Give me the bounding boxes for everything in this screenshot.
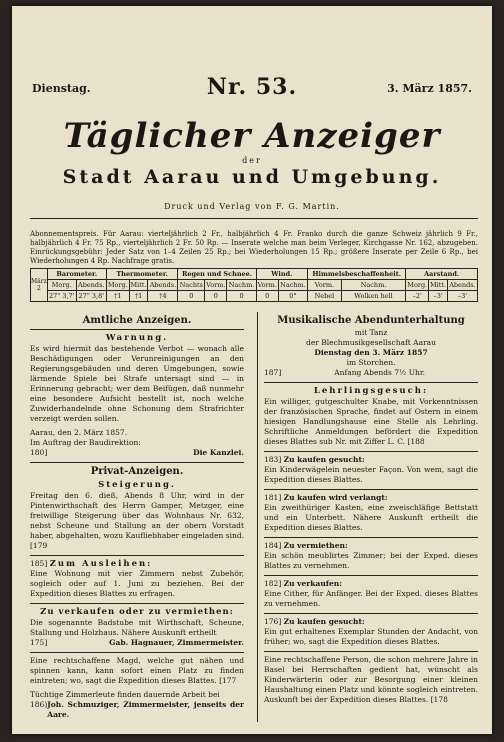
ad-number: [178 xyxy=(430,695,448,704)
verk-ad xyxy=(264,579,478,609)
newspaper-page xyxy=(12,6,492,734)
vermiethen-text: Die sogenannte Badstube mit Wirthschaft, Scheune, Stallung und Holzhaus. Nähere Auskunft ertheilt xyxy=(30,618,244,637)
weather-subheader: Vorm. xyxy=(308,280,342,291)
weather-date: März 2 xyxy=(31,269,48,302)
weather-value: Wolken hell xyxy=(341,291,406,302)
weather-subheader: Nachts xyxy=(179,281,203,289)
ausleihen-ad xyxy=(30,559,244,599)
verm2-title: Zu vermiethen: xyxy=(283,541,348,550)
weather-table xyxy=(30,268,478,302)
steigerung-text xyxy=(30,491,244,551)
weather-header: Barometer. xyxy=(47,269,106,280)
music-place: im Storchen. xyxy=(346,358,396,367)
ad-number: [179 xyxy=(30,541,48,550)
weather-header: Wind. xyxy=(256,269,307,280)
ad-number: 180] xyxy=(30,448,48,457)
divider xyxy=(30,652,244,653)
divider xyxy=(30,555,244,556)
weather-subheader: Nachm. xyxy=(228,281,255,289)
warnung-authority: Im Auftrag der Baudirektion: xyxy=(30,438,141,447)
ad-number: 175] xyxy=(30,638,48,647)
ad-number: 182] xyxy=(264,579,282,588)
weather-value: †1 xyxy=(129,291,148,302)
weather-subheader: Vorm. xyxy=(257,281,277,289)
weather-header: Aarstand. xyxy=(406,269,478,280)
weather-subheader: Mitt. xyxy=(130,281,147,289)
warnung-text: Es wird hiermit das bestehende Verbot — wonach alle Beschädigungen oder Verunreinigungen an den Regierungsgebäuden und deren Umgebungen, sowie lärmende Spiele bei Strafe untersagt sind — in Erinnerung gebracht; wer dem Beifügen, daß nunmehr eine besondere Aufsicht bestellt ist, noch welche Zuwiderhandelnde ohne Schonung dem Strafrichter verzeigt werden sollen. xyxy=(30,344,244,423)
vermiethen-signature: Gab. Hagnauer, Zimmermeister. xyxy=(109,638,244,647)
weather-header: Thermometer. xyxy=(106,269,178,280)
ad-number: 184] xyxy=(264,541,282,550)
ad-number: 185] xyxy=(30,559,48,568)
column-divider xyxy=(257,312,258,722)
title-der: der xyxy=(242,156,262,165)
divider xyxy=(30,603,244,604)
weather-value: 0 xyxy=(205,291,227,302)
weather-subheader: Morg. xyxy=(407,281,428,289)
divider xyxy=(30,462,244,463)
weather-value: 0 xyxy=(227,291,256,302)
music-sub1: mit Tanz xyxy=(354,328,388,337)
music-time: Anfang Abends 7½ Uhr. xyxy=(334,368,425,377)
ad-number: 186) xyxy=(30,700,48,709)
issue-date: 3. März 1857. xyxy=(387,82,472,95)
newspaper-title: Täglicher Anzeiger xyxy=(63,116,441,156)
divider xyxy=(30,329,244,330)
weather-value: –3' xyxy=(429,291,448,302)
zimmerleute-title: Tüchtige Zimmerleute finden dauernde Arbeit bei xyxy=(30,690,220,699)
last-ad xyxy=(264,655,478,705)
kauf3-text: Ein gut erhaltenes Exemplar Stunden der Andacht, von früher; wo, sagt die Expedition dieses Blattes. xyxy=(264,627,478,646)
ad-number: [177 xyxy=(219,676,237,685)
weather-subheader: Mitt. xyxy=(430,281,447,289)
publisher-line: Druck und Verlag von F. G. Martin. xyxy=(164,202,340,211)
kauf2-text: Ein zweithüriger Kasten, eine zweischläfige Bettstatt und ein Unterbett. Nähere Auskunft ertheilt die Expedition dieses Blattes. xyxy=(264,503,478,532)
divider xyxy=(264,382,478,383)
kauf3-ad xyxy=(264,617,478,647)
verk-title: Zu verkaufen: xyxy=(283,579,342,588)
section-private: Privat-Anzeigen. xyxy=(90,466,184,477)
weather-subheader: Abends. xyxy=(449,281,476,289)
kauf2-ad xyxy=(264,493,478,533)
kauf1-text: Ein Kinderwägelein neuester Façon. Von wem, sagt die Expedition dieses Blattes. xyxy=(264,465,478,484)
magd-ad xyxy=(30,656,244,686)
kauf1-title: Zu kaufen gesucht: xyxy=(283,455,365,464)
divider xyxy=(264,613,478,614)
divider xyxy=(264,575,478,576)
kauf3-title: Zu kaufen gesucht: xyxy=(283,617,365,626)
ad-number: [188 xyxy=(407,437,425,446)
divider xyxy=(264,537,478,538)
music-sub2: der Blechmusikgesellschaft Aarau xyxy=(306,338,436,347)
weather-subheader: Vorm. xyxy=(206,281,226,289)
weather-value: Nebel xyxy=(308,291,342,302)
weather-subheader: Morg. xyxy=(107,281,128,289)
weather-subheader: Abends. xyxy=(78,281,105,289)
weather-value: 0 xyxy=(178,291,205,302)
weather-value: 27" 3,7' xyxy=(49,292,75,300)
steigerung-title: Steigerung. xyxy=(98,480,176,490)
weather-value: –2' xyxy=(406,291,429,302)
warnung-title: Warnung. xyxy=(105,333,169,343)
weather-subheader: Nachm. xyxy=(280,281,306,289)
ad-number: 181] xyxy=(264,493,282,502)
weather-subheader: Morg. xyxy=(47,280,76,291)
lehr-ad xyxy=(264,397,478,447)
verm2-text: Ein schön meublirtes Zimmer; bei der Exped. dieses Blattes zu vernehmen. xyxy=(264,551,478,570)
weather-value: 0 xyxy=(256,291,278,302)
ad-number: 183] xyxy=(264,455,282,464)
music-date: Dienstag den 3. März 1857 xyxy=(314,348,428,357)
vermiethen-title: Zu verkaufen oder zu vermiethen: xyxy=(40,607,234,617)
right-column xyxy=(264,312,478,709)
lehr-title: Lehrlingsgesuch: xyxy=(313,386,429,396)
weather-value: 0° xyxy=(278,291,307,302)
warnung-place: Aarau, den 2. März 1857. xyxy=(30,428,128,437)
weather-value: 27" 3,8' xyxy=(76,291,106,302)
verk-text: Eine Cither, für Anfänger. Bei der Exped. dieses Blattes zu vernehmen. xyxy=(264,589,478,608)
lehr-text: Ein williger, gutgeschulter Knabe, mit Vorkenntnissen der französischen Sprache, findet auf Ostern in einem hiesigen Handlungshause eine Stelle als Lehrling. Schriftliche Anmeldungen befördert die Expedition dieses Blattes sub Nr. mit Ziffer L. C. xyxy=(264,397,478,446)
weather-subheader: Nachm. xyxy=(341,280,406,291)
left-column xyxy=(30,312,244,724)
weather-value: †4 xyxy=(148,291,178,302)
subscription-info: Abonnementspreis. Für Aarau: vierteljährlich 2 Fr., halbjährlich 4 Fr. Franko durch die ganze Schweiz jährlich 9 Fr., halbjährlich 4 Fr. 75 Rp., vierteljährlich 2 Fr. 50 Rp. — Inserate welche man beim Verleger, Kirchgasse Nr. 162, abzugeben. Einrückungsgebühr: Jeder Satz von 1–4 Zeilen 25 Rp.; bei Wiederholungen 15 Rp.; größere Inserate per Zeile 6 Rp., bei Wiederholungen 4 Rp. Nachfrage gratis. xyxy=(30,230,478,265)
weather-subheader: Abends. xyxy=(149,281,177,289)
warnung-signature: Die Kanzlei. xyxy=(193,448,244,457)
divider xyxy=(264,651,478,652)
zimmerleute-signature: Joh. Schmuziger, Zimmermeister, jenseits der Aare. xyxy=(47,700,244,719)
section-official: Amtliche Anzeigen. xyxy=(82,315,192,326)
ad-number: 187] xyxy=(264,368,282,377)
weather-value: †1 xyxy=(106,291,129,302)
verm2-ad xyxy=(264,541,478,571)
last-text: Eine rechtschaffene Person, die schon mehrere Jahre in Basel bei Herrschaften gedient hat, wünscht als Kinderwärterin oder zur Besorgung einer kleinen Haushaltung einen Platz und könnte sogleich eintreten. Auskunft bei der Expedition dieses Blattes. xyxy=(264,655,478,704)
weather-value: –3' xyxy=(447,291,477,302)
ausleihen-text: Eine Wohnung mit vier Zimmern nebst Zubehör, sogleich oder auf 1. Juni zu beziehen. Bei der Expedition dieses Blattes zu erfragen. xyxy=(30,569,244,598)
magd-text: Eine rechtschaffene Magd, welche gut nähen und spinnen kann, kann sofort einen Platz zu finden eintreten; wo, sagt die Expedition dieses Blattes. xyxy=(30,656,244,685)
newspaper-subtitle: Stadt Aarau und Umgebung. xyxy=(62,166,442,188)
divider xyxy=(264,489,478,490)
music-title: Musikalische Abendunterhaltung xyxy=(277,315,465,326)
issue-number: Nr. 53. xyxy=(206,74,298,100)
weather-header: Regen und Schnee. xyxy=(178,269,256,280)
issue-day: Dienstag. xyxy=(32,82,91,95)
divider xyxy=(30,218,478,219)
ausleihen-title: Zum Ausleihen: xyxy=(49,559,153,569)
weather-header: Himmelsbeschaffenheit. xyxy=(308,269,406,280)
divider xyxy=(264,451,478,452)
steigerung-body: Freitag den 6. dieß, Abends 8 Uhr, wird in der Pintenwirthschaft des Herrn Gamper, Metzger, eine freiwillige Steigerung über das Wohnhaus Nr. 632, nebst Scheune und Stallung an der obern Vorstadt haber, abgehalten, wozu Kaufliebhaber eingeladen sind. xyxy=(30,491,244,540)
kauf1-ad xyxy=(264,455,478,485)
kauf2-title: Zu kaufen wird verlangt: xyxy=(283,493,388,502)
ad-number: 176] xyxy=(264,617,282,626)
